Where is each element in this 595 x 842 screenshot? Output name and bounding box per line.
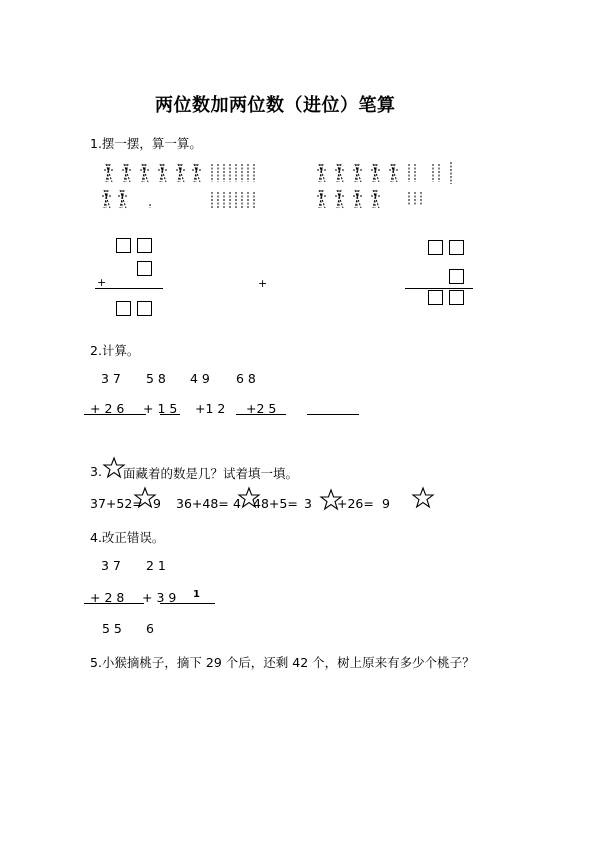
wrong-result: 5 5 [102,621,122,636]
equation-3-tail: 3 [304,496,312,511]
addend-top: 5 8 [146,371,166,386]
sum-line [84,414,146,415]
question-3-heading: 面藏着的数是几？试着填一填。 [123,466,299,481]
addend-top: 3 7 [101,558,121,573]
star-icon [412,487,434,509]
answer-box[interactable] [449,240,464,255]
answer-box[interactable] [137,238,152,253]
addend-bottom: + 2 8 [90,590,125,605]
answer-box[interactable] [449,269,464,284]
answer-box[interactable] [428,240,443,255]
addend-top: 3 7 [101,371,121,386]
equation-1: 37+52= [90,496,143,511]
counting-sticks-right-icon [315,160,460,212]
equation-2-tail: 4 [233,496,241,511]
sum-line [307,414,359,415]
sum-line [236,414,286,415]
counting-sticks-left-icon [100,160,260,212]
addend-top: 2 1 [146,558,166,573]
addend-top: 4 9 [190,371,210,386]
wrong-result: 6 [146,621,154,636]
answer-box[interactable] [428,290,443,305]
plus-sign: + [97,276,107,289]
carry-mark: 1 [193,589,200,600]
star-icon [103,457,125,479]
addend-bottom: +2 5 [246,401,277,416]
addend-bottom: + 2 6 [90,401,125,416]
answer-box[interactable] [137,301,152,316]
sum-line [160,603,215,604]
plus-sign: + [258,277,268,290]
answer-box[interactable] [116,301,131,316]
question-5-text: 5.小猴摘桃子，摘下 29 个后，还剩 42 个，树上原来有多少个桃子？ [90,655,475,670]
page-title: 两位数加两位数（进位）笔算 [155,95,396,116]
sum-line [405,288,473,289]
question-4-heading: 4.改正错误。 [90,530,165,545]
question-3-prefix: 3. [90,464,102,479]
answer-box[interactable] [116,238,131,253]
question-2-heading: 2.计算。 [90,343,140,358]
equation-3: 48+5= [253,496,298,511]
answer-box[interactable] [449,290,464,305]
equation-1-tail: 9 [153,496,161,511]
sum-line [84,603,144,604]
equation-2: 36+48= [176,496,229,511]
addend-bottom: + 3 9 [142,590,177,605]
equation-4: +26= [337,496,374,511]
answer-box[interactable] [137,261,152,276]
addend-top: 6 8 [236,371,256,386]
question-1-heading: 1.摆一摆，算一算。 [90,136,202,151]
addend-bottom: + 1 5 [143,401,178,416]
sum-line [160,414,180,415]
equation-4-tail: 9 [382,496,390,511]
sum-line [95,288,163,289]
addend-bottom: +1 2 [195,401,226,416]
